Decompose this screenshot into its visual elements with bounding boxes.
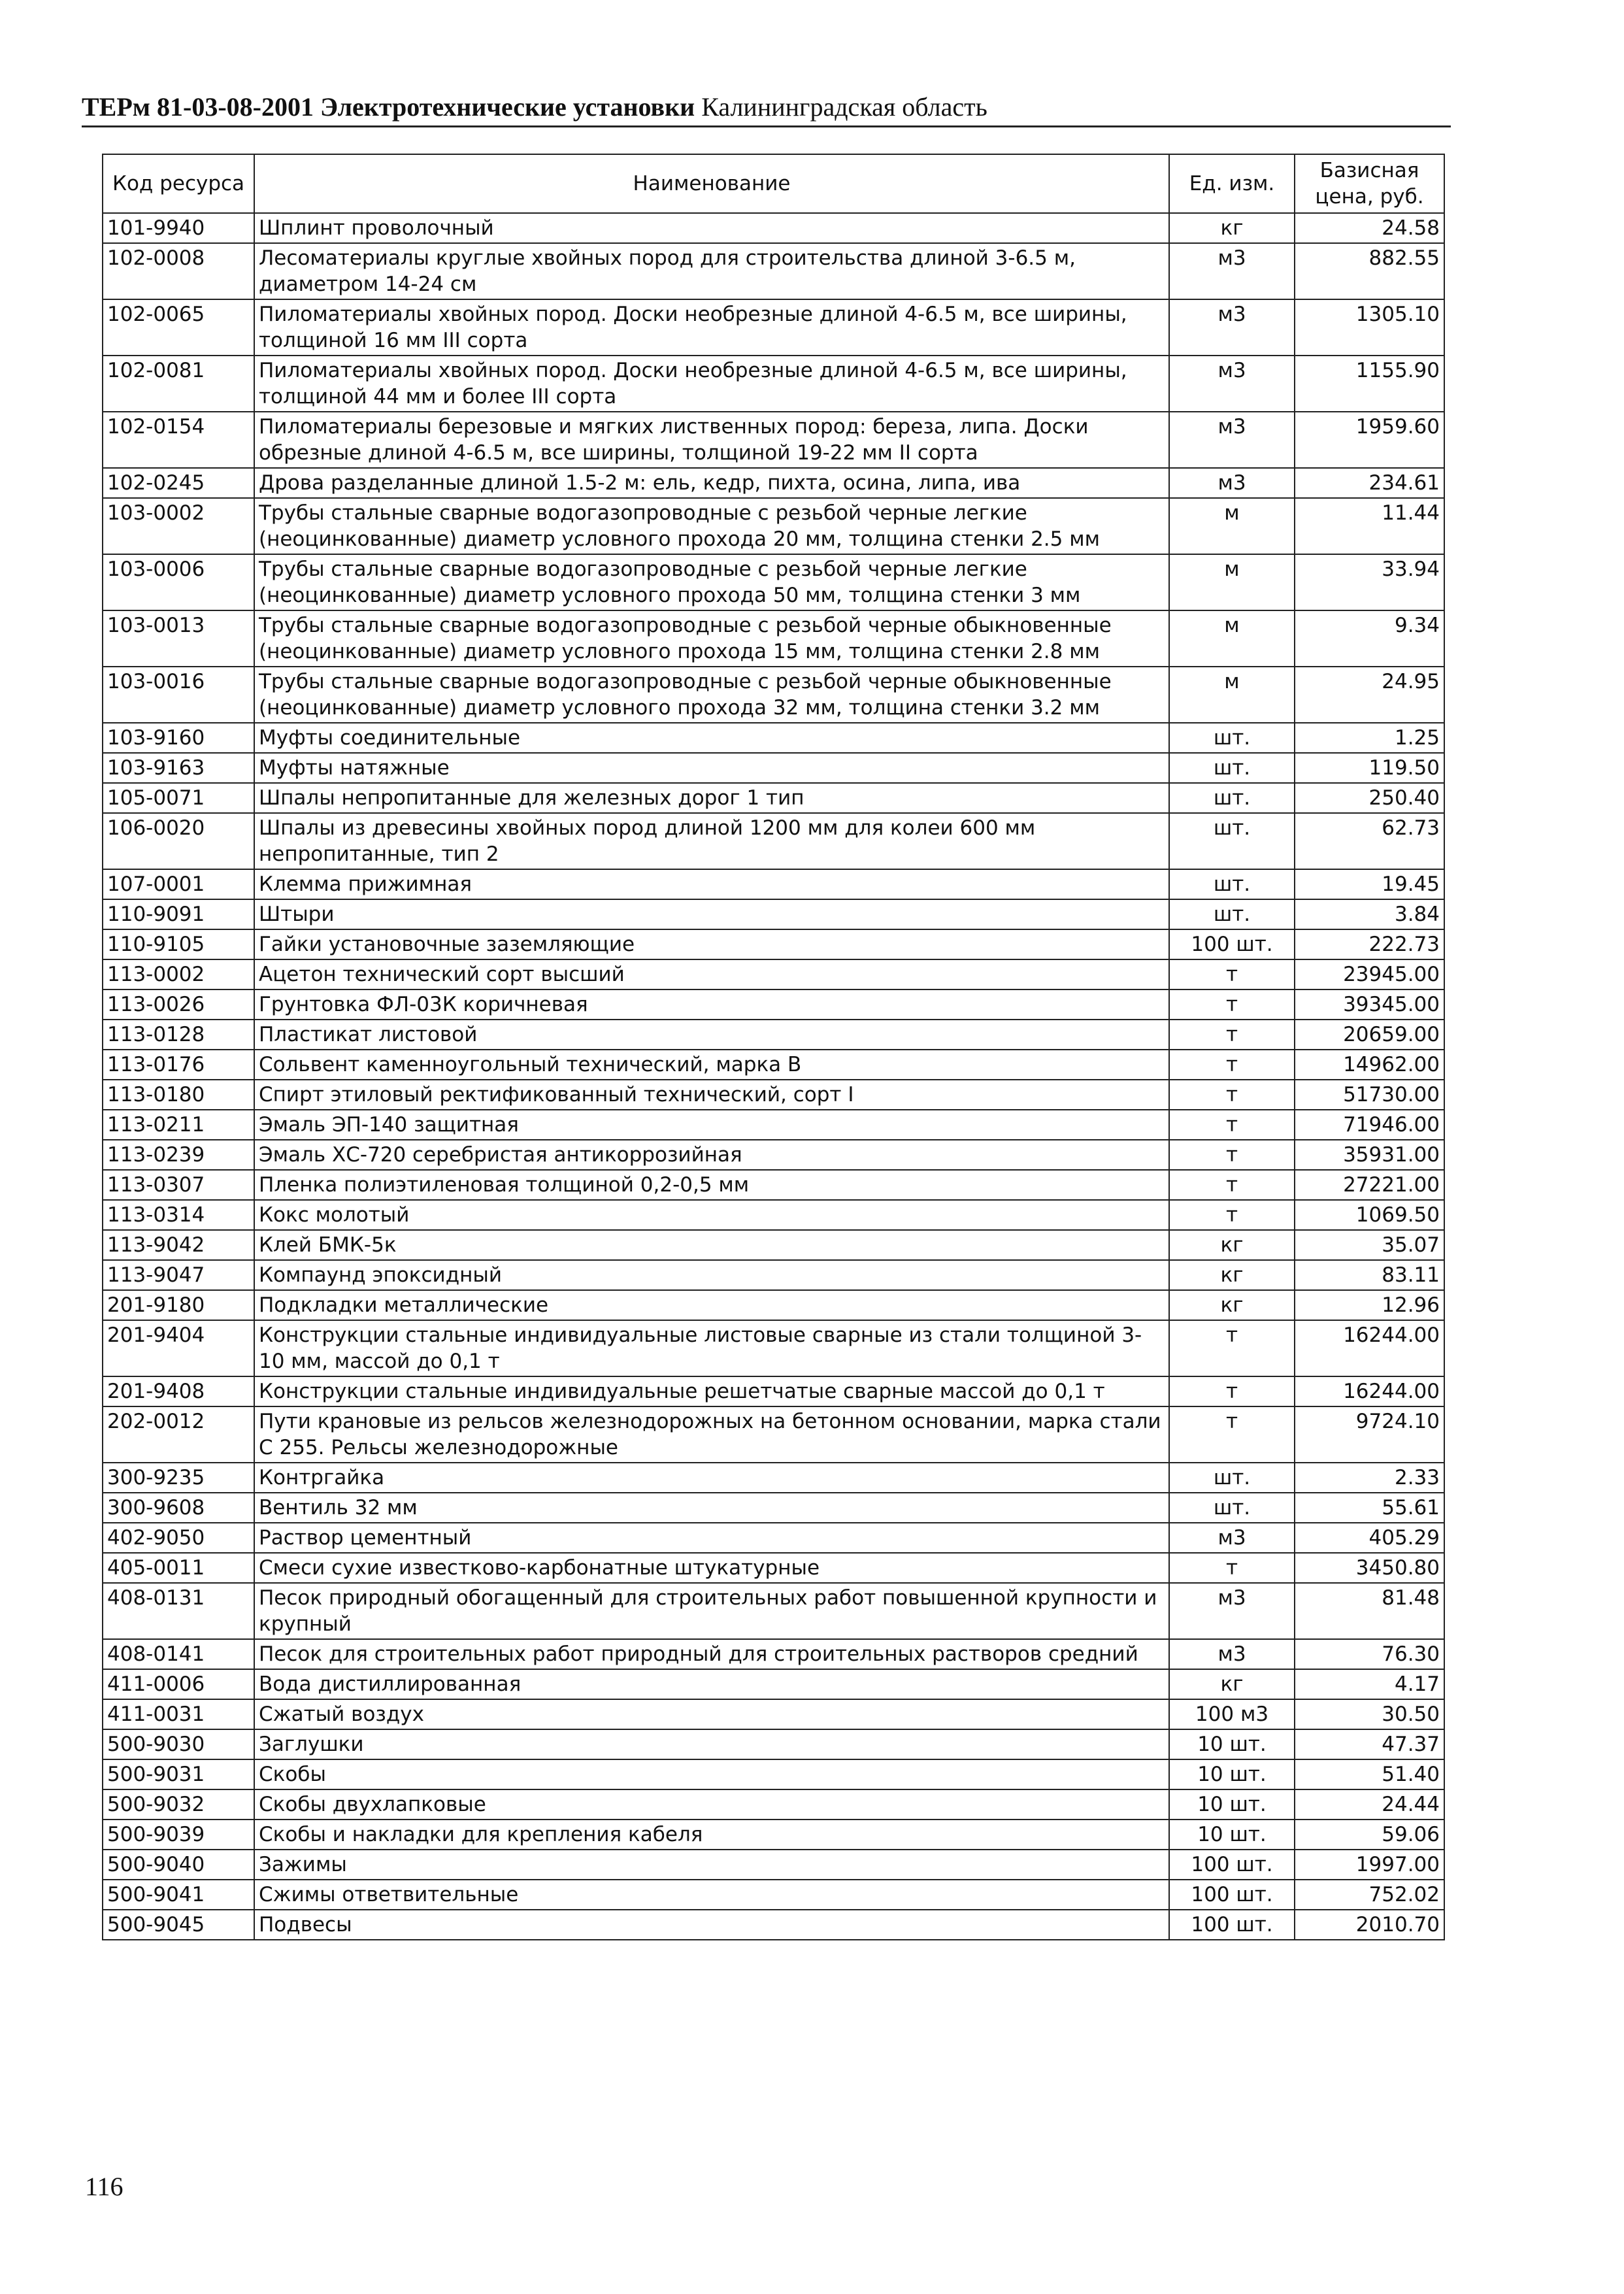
table-row [103, 667, 1444, 723]
resource-name-cell: Песок природный обогащенный для строительных работ повышенной крупности и крупный [254, 1583, 1169, 1639]
table-row [103, 1850, 1444, 1880]
resource-code-cell: 500-9030 [103, 1729, 254, 1759]
resource-name-cell: Контргайка [254, 1463, 1169, 1493]
table-row [103, 468, 1444, 498]
base-price-cell: 16244.00 [1295, 1320, 1444, 1376]
table-row [103, 1260, 1444, 1290]
resource-code-cell: 103-9160 [103, 723, 254, 753]
base-price-cell: 4.17 [1295, 1669, 1444, 1699]
base-price-cell: 752.02 [1295, 1880, 1444, 1910]
unit-cell: т [1169, 1406, 1295, 1463]
unit-cell: шт. [1169, 723, 1295, 753]
resource-code-cell: 408-0131 [103, 1583, 254, 1639]
base-price-cell: 33.94 [1295, 554, 1444, 610]
table-row [103, 783, 1444, 813]
resource-code-cell: 113-9047 [103, 1260, 254, 1290]
table-row [103, 1669, 1444, 1699]
column-header-price: Базисная цена, руб. [1295, 154, 1444, 213]
unit-cell: шт. [1169, 869, 1295, 899]
resource-code-cell: 201-9180 [103, 1290, 254, 1320]
unit-cell: т [1169, 1140, 1295, 1170]
base-price-cell: 55.61 [1295, 1493, 1444, 1523]
table-row [103, 213, 1444, 243]
table-row [103, 1820, 1444, 1850]
table-header-row [103, 154, 1444, 213]
unit-cell: т [1169, 1200, 1295, 1230]
resource-name-cell: Спирт этиловый ректификованный технический, сорт I [254, 1080, 1169, 1110]
resource-code-cell: 202-0012 [103, 1406, 254, 1463]
base-price-cell: 27221.00 [1295, 1170, 1444, 1200]
base-price-cell: 24.44 [1295, 1789, 1444, 1820]
resource-name-cell: Ацетон технический сорт высший [254, 959, 1169, 989]
table-row [103, 869, 1444, 899]
resource-name-cell: Сжимы ответвительные [254, 1880, 1169, 1910]
resource-name-cell: Конструкции стальные индивидуальные решетчатые сварные массой до 0,1 т [254, 1376, 1169, 1406]
resource-name-cell: Клей БМК-5к [254, 1230, 1169, 1260]
resource-code-cell: 101-9940 [103, 213, 254, 243]
resource-code-cell: 106-0020 [103, 813, 254, 869]
resource-code-cell: 201-9404 [103, 1320, 254, 1376]
base-price-cell: 76.30 [1295, 1639, 1444, 1669]
resource-code-cell: 411-0031 [103, 1699, 254, 1729]
unit-cell: м3 [1169, 1523, 1295, 1553]
unit-cell: шт. [1169, 899, 1295, 929]
resource-name-cell: Клемма прижимная [254, 869, 1169, 899]
unit-cell: т [1169, 959, 1295, 989]
column-header-code: Код ресурса [103, 154, 254, 213]
table-row [103, 1463, 1444, 1493]
unit-cell: 100 шт. [1169, 929, 1295, 959]
table-row [103, 1910, 1444, 1940]
resource-code-cell: 113-0180 [103, 1080, 254, 1110]
resource-code-cell: 113-0307 [103, 1170, 254, 1200]
base-price-cell: 1.25 [1295, 723, 1444, 753]
table-row [103, 1493, 1444, 1523]
resource-code-cell: 500-9045 [103, 1910, 254, 1940]
resource-code-cell: 500-9041 [103, 1880, 254, 1910]
base-price-cell: 14962.00 [1295, 1050, 1444, 1080]
resource-code-cell: 113-0128 [103, 1020, 254, 1050]
unit-cell: 10 шт. [1169, 1789, 1295, 1820]
resource-name-cell: Заглушки [254, 1729, 1169, 1759]
table-row [103, 1880, 1444, 1910]
table-row [103, 610, 1444, 667]
resource-code-cell: 500-9039 [103, 1820, 254, 1850]
resource-code-cell: 102-0008 [103, 243, 254, 299]
table-row [103, 1376, 1444, 1406]
unit-cell: т [1169, 1376, 1295, 1406]
table-row [103, 959, 1444, 989]
table-row [103, 299, 1444, 356]
unit-cell: т [1169, 1080, 1295, 1110]
resource-name-cell: Вентиль 32 мм [254, 1493, 1169, 1523]
page-number: 116 [85, 2172, 124, 2201]
unit-cell: м3 [1169, 243, 1295, 299]
resource-code-cell: 405-0011 [103, 1553, 254, 1583]
unit-cell: кг [1169, 1669, 1295, 1699]
unit-cell: 100 шт. [1169, 1880, 1295, 1910]
table-row [103, 813, 1444, 869]
table-row [103, 1406, 1444, 1463]
resource-name-cell: Пластикат листовой [254, 1020, 1169, 1050]
resource-name-cell: Смеси сухие известково-карбонатные штукатурные [254, 1553, 1169, 1583]
base-price-cell: 250.40 [1295, 783, 1444, 813]
resource-name-cell: Грунтовка ФЛ-03К коричневая [254, 989, 1169, 1020]
resource-code-cell: 110-9105 [103, 929, 254, 959]
table-row [103, 929, 1444, 959]
unit-cell: т [1169, 1020, 1295, 1050]
resource-code-cell: 110-9091 [103, 899, 254, 929]
base-price-cell: 16244.00 [1295, 1376, 1444, 1406]
table-row [103, 1320, 1444, 1376]
table-row [103, 1759, 1444, 1789]
base-price-cell: 35.07 [1295, 1230, 1444, 1260]
unit-cell: кг [1169, 1260, 1295, 1290]
resource-code-cell: 300-9608 [103, 1493, 254, 1523]
table-row [103, 1553, 1444, 1583]
resource-code-cell: 113-9042 [103, 1230, 254, 1260]
resource-code-cell: 500-9040 [103, 1850, 254, 1880]
resource-name-cell: Трубы стальные сварные водогазопроводные с резьбой черные обыкновенные (неоцинкованные) диаметр условного прохода 15 мм, толщина стенки 2.8 мм [254, 610, 1169, 667]
table-row [103, 412, 1444, 468]
table-row [103, 723, 1444, 753]
table-row [103, 753, 1444, 783]
resource-name-cell: Пленка полиэтиленовая толщиной 0,2-0,5 мм [254, 1170, 1169, 1200]
table-row [103, 243, 1444, 299]
column-header-unit: Ед. изм. [1169, 154, 1295, 213]
base-price-cell: 1305.10 [1295, 299, 1444, 356]
unit-cell: т [1169, 1050, 1295, 1080]
table-row [103, 1699, 1444, 1729]
resource-name-cell: Скобы и накладки для крепления кабеля [254, 1820, 1169, 1850]
resource-code-cell: 411-0006 [103, 1669, 254, 1699]
base-price-cell: 3450.80 [1295, 1553, 1444, 1583]
resource-name-cell: Лесоматериалы круглые хвойных пород для строительства длиной 3-6.5 м, диаметром 14-24 см [254, 243, 1169, 299]
unit-cell: т [1169, 1320, 1295, 1376]
base-price-cell: 81.48 [1295, 1583, 1444, 1639]
unit-cell: 10 шт. [1169, 1729, 1295, 1759]
unit-cell: шт. [1169, 1493, 1295, 1523]
resource-code-cell: 105-0071 [103, 783, 254, 813]
resource-name-cell: Подвесы [254, 1910, 1169, 1940]
table-row [103, 498, 1444, 554]
resource-name-cell: Шпалы из древесины хвойных пород длиной 1200 мм для колеи 600 мм непропитанные, тип 2 [254, 813, 1169, 869]
base-price-cell: 24.95 [1295, 667, 1444, 723]
resource-name-cell: Трубы стальные сварные водогазопроводные с резьбой черные обыкновенные (неоцинкованные) диаметр условного прохода 32 мм, толщина стенки 3.2 мм [254, 667, 1169, 723]
resource-name-cell: Скобы двухлапковые [254, 1789, 1169, 1820]
unit-cell: 10 шт. [1169, 1759, 1295, 1789]
resource-name-cell: Пиломатериалы хвойных пород. Доски необрезные длиной 4-6.5 м, все ширины, толщиной 44 мм и более III сорта [254, 356, 1169, 412]
unit-cell: шт. [1169, 813, 1295, 869]
base-price-cell: 19.45 [1295, 869, 1444, 899]
unit-cell: м3 [1169, 1583, 1295, 1639]
base-price-cell: 1155.90 [1295, 356, 1444, 412]
unit-cell: м3 [1169, 412, 1295, 468]
table-row [103, 1583, 1444, 1639]
resource-name-cell: Гайки установочные заземляющие [254, 929, 1169, 959]
base-price-cell: 2010.70 [1295, 1910, 1444, 1940]
resource-code-cell: 107-0001 [103, 869, 254, 899]
resource-name-cell: Пиломатериалы хвойных пород. Доски необрезные длиной 4-6.5 м, все ширины, толщиной 16 мм III сорта [254, 299, 1169, 356]
resource-code-cell: 408-0141 [103, 1639, 254, 1669]
table-row [103, 1230, 1444, 1260]
table-row [103, 356, 1444, 412]
resource-name-cell: Компаунд эпоксидный [254, 1260, 1169, 1290]
base-price-cell: 47.37 [1295, 1729, 1444, 1759]
table-body [103, 213, 1444, 1940]
resource-name-cell: Штыри [254, 899, 1169, 929]
resource-name-cell: Кокс молотый [254, 1200, 1169, 1230]
base-price-cell: 20659.00 [1295, 1020, 1444, 1050]
unit-cell: м3 [1169, 1639, 1295, 1669]
resource-code-cell: 102-0065 [103, 299, 254, 356]
table-row [103, 1789, 1444, 1820]
table-row [103, 1050, 1444, 1080]
table-row [103, 1200, 1444, 1230]
base-price-cell: 1959.60 [1295, 412, 1444, 468]
table-row [103, 1729, 1444, 1759]
resource-name-cell: Пиломатериалы березовые и мягких лиственных пород: береза, липа. Доски обрезные длиной 4-6.5 м, все ширины, толщиной 19-22 мм II сорта [254, 412, 1169, 468]
resource-name-cell: Трубы стальные сварные водогазопроводные с резьбой черные легкие (неоцинкованные) диаметр условного прохода 20 мм, толщина стенки 2.5 мм [254, 498, 1169, 554]
document-code-title: ТЕРм 81-03-08-2001 Электротехнические установки [82, 92, 695, 122]
base-price-cell: 51.40 [1295, 1759, 1444, 1789]
unit-cell: кг [1169, 1230, 1295, 1260]
table-row [103, 1110, 1444, 1140]
table-row [103, 899, 1444, 929]
base-price-cell: 1069.50 [1295, 1200, 1444, 1230]
page-header [82, 91, 1451, 127]
base-price-cell: 30.50 [1295, 1699, 1444, 1729]
resources-price-table [102, 154, 1445, 1940]
base-price-cell: 1997.00 [1295, 1850, 1444, 1880]
resource-code-cell: 102-0154 [103, 412, 254, 468]
unit-cell: 100 шт. [1169, 1910, 1295, 1940]
table-row [103, 1290, 1444, 1320]
resource-name-cell: Шпалы непропитанные для железных дорог 1 тип [254, 783, 1169, 813]
resource-name-cell: Эмаль ХС-720 серебристая антикоррозийная [254, 1140, 1169, 1170]
unit-cell: м [1169, 554, 1295, 610]
resource-code-cell: 500-9032 [103, 1789, 254, 1820]
base-price-cell: 9724.10 [1295, 1406, 1444, 1463]
resource-name-cell: Эмаль ЭП-140 защитная [254, 1110, 1169, 1140]
region-name: Калининградская область [701, 92, 987, 122]
base-price-cell: 23945.00 [1295, 959, 1444, 989]
table-row [103, 1639, 1444, 1669]
resource-code-cell: 102-0245 [103, 468, 254, 498]
unit-cell: 100 шт. [1169, 1850, 1295, 1880]
resource-code-cell: 201-9408 [103, 1376, 254, 1406]
unit-cell: кг [1169, 1290, 1295, 1320]
base-price-cell: 59.06 [1295, 1820, 1444, 1850]
resource-code-cell: 113-0002 [103, 959, 254, 989]
resource-name-cell: Дрова разделанные длиной 1.5-2 м: ель, кедр, пихта, осина, липа, ива [254, 468, 1169, 498]
unit-cell: м [1169, 498, 1295, 554]
resource-name-cell: Вода дистиллированная [254, 1669, 1169, 1699]
unit-cell: шт. [1169, 1463, 1295, 1493]
table-row [103, 1020, 1444, 1050]
resource-name-cell: Сольвент каменноугольный технический, марка В [254, 1050, 1169, 1080]
resource-code-cell: 113-0176 [103, 1050, 254, 1080]
table-row [103, 989, 1444, 1020]
resource-name-cell: Муфты натяжные [254, 753, 1169, 783]
resource-code-cell: 103-0016 [103, 667, 254, 723]
table-row [103, 1523, 1444, 1553]
unit-cell: т [1169, 989, 1295, 1020]
resource-name-cell: Сжатый воздух [254, 1699, 1169, 1729]
unit-cell: м3 [1169, 299, 1295, 356]
resource-name-cell: Скобы [254, 1759, 1169, 1789]
unit-cell: м [1169, 610, 1295, 667]
base-price-cell: 71946.00 [1295, 1110, 1444, 1140]
base-price-cell: 234.61 [1295, 468, 1444, 498]
unit-cell: т [1169, 1170, 1295, 1200]
base-price-cell: 24.58 [1295, 213, 1444, 243]
column-header-name: Наименование [254, 154, 1169, 213]
resource-code-cell: 402-9050 [103, 1523, 254, 1553]
resource-name-cell: Песок для строительных работ природный для строительных растворов средний [254, 1639, 1169, 1669]
base-price-cell: 83.11 [1295, 1260, 1444, 1290]
unit-cell: кг [1169, 213, 1295, 243]
base-price-cell: 119.50 [1295, 753, 1444, 783]
table-row [103, 1080, 1444, 1110]
unit-cell: м [1169, 667, 1295, 723]
unit-cell: м3 [1169, 356, 1295, 412]
resource-code-cell: 103-0006 [103, 554, 254, 610]
base-price-cell: 35931.00 [1295, 1140, 1444, 1170]
resource-code-cell: 103-0002 [103, 498, 254, 554]
resource-code-cell: 500-9031 [103, 1759, 254, 1789]
base-price-cell: 3.84 [1295, 899, 1444, 929]
resource-name-cell: Раствор цементный [254, 1523, 1169, 1553]
base-price-cell: 39345.00 [1295, 989, 1444, 1020]
resource-name-cell: Конструкции стальные индивидуальные листовые сварные из стали толщиной 3-10 мм, массой до 0,1 т [254, 1320, 1169, 1376]
resource-name-cell: Зажимы [254, 1850, 1169, 1880]
base-price-cell: 405.29 [1295, 1523, 1444, 1553]
base-price-cell: 222.73 [1295, 929, 1444, 959]
resource-code-cell: 113-0314 [103, 1200, 254, 1230]
table-row [103, 554, 1444, 610]
resource-code-cell: 300-9235 [103, 1463, 254, 1493]
resource-name-cell: Пути крановые из рельсов железнодорожных на бетонном основании, марка стали С 255. Рельсы железнодорожные [254, 1406, 1169, 1463]
base-price-cell: 12.96 [1295, 1290, 1444, 1320]
unit-cell: шт. [1169, 783, 1295, 813]
resource-name-cell: Муфты соединительные [254, 723, 1169, 753]
unit-cell: 100 м3 [1169, 1699, 1295, 1729]
resource-code-cell: 103-9163 [103, 753, 254, 783]
base-price-cell: 2.33 [1295, 1463, 1444, 1493]
table-row [103, 1170, 1444, 1200]
unit-cell: т [1169, 1110, 1295, 1140]
resource-code-cell: 113-0239 [103, 1140, 254, 1170]
resource-code-cell: 102-0081 [103, 356, 254, 412]
table-row [103, 1140, 1444, 1170]
unit-cell: 10 шт. [1169, 1820, 1295, 1850]
base-price-cell: 882.55 [1295, 243, 1444, 299]
resource-code-cell: 113-0026 [103, 989, 254, 1020]
resource-name-cell: Шплинт проволочный [254, 213, 1169, 243]
base-price-cell: 9.34 [1295, 610, 1444, 667]
resource-name-cell: Трубы стальные сварные водогазопроводные с резьбой черные легкие (неоцинкованные) диаметр условного прохода 50 мм, толщина стенки 3 мм [254, 554, 1169, 610]
unit-cell: шт. [1169, 753, 1295, 783]
base-price-cell: 51730.00 [1295, 1080, 1444, 1110]
resource-code-cell: 103-0013 [103, 610, 254, 667]
resource-code-cell: 113-0211 [103, 1110, 254, 1140]
unit-cell: м3 [1169, 468, 1295, 498]
resource-name-cell: Подкладки металлические [254, 1290, 1169, 1320]
unit-cell: т [1169, 1553, 1295, 1583]
base-price-cell: 62.73 [1295, 813, 1444, 869]
base-price-cell: 11.44 [1295, 498, 1444, 554]
